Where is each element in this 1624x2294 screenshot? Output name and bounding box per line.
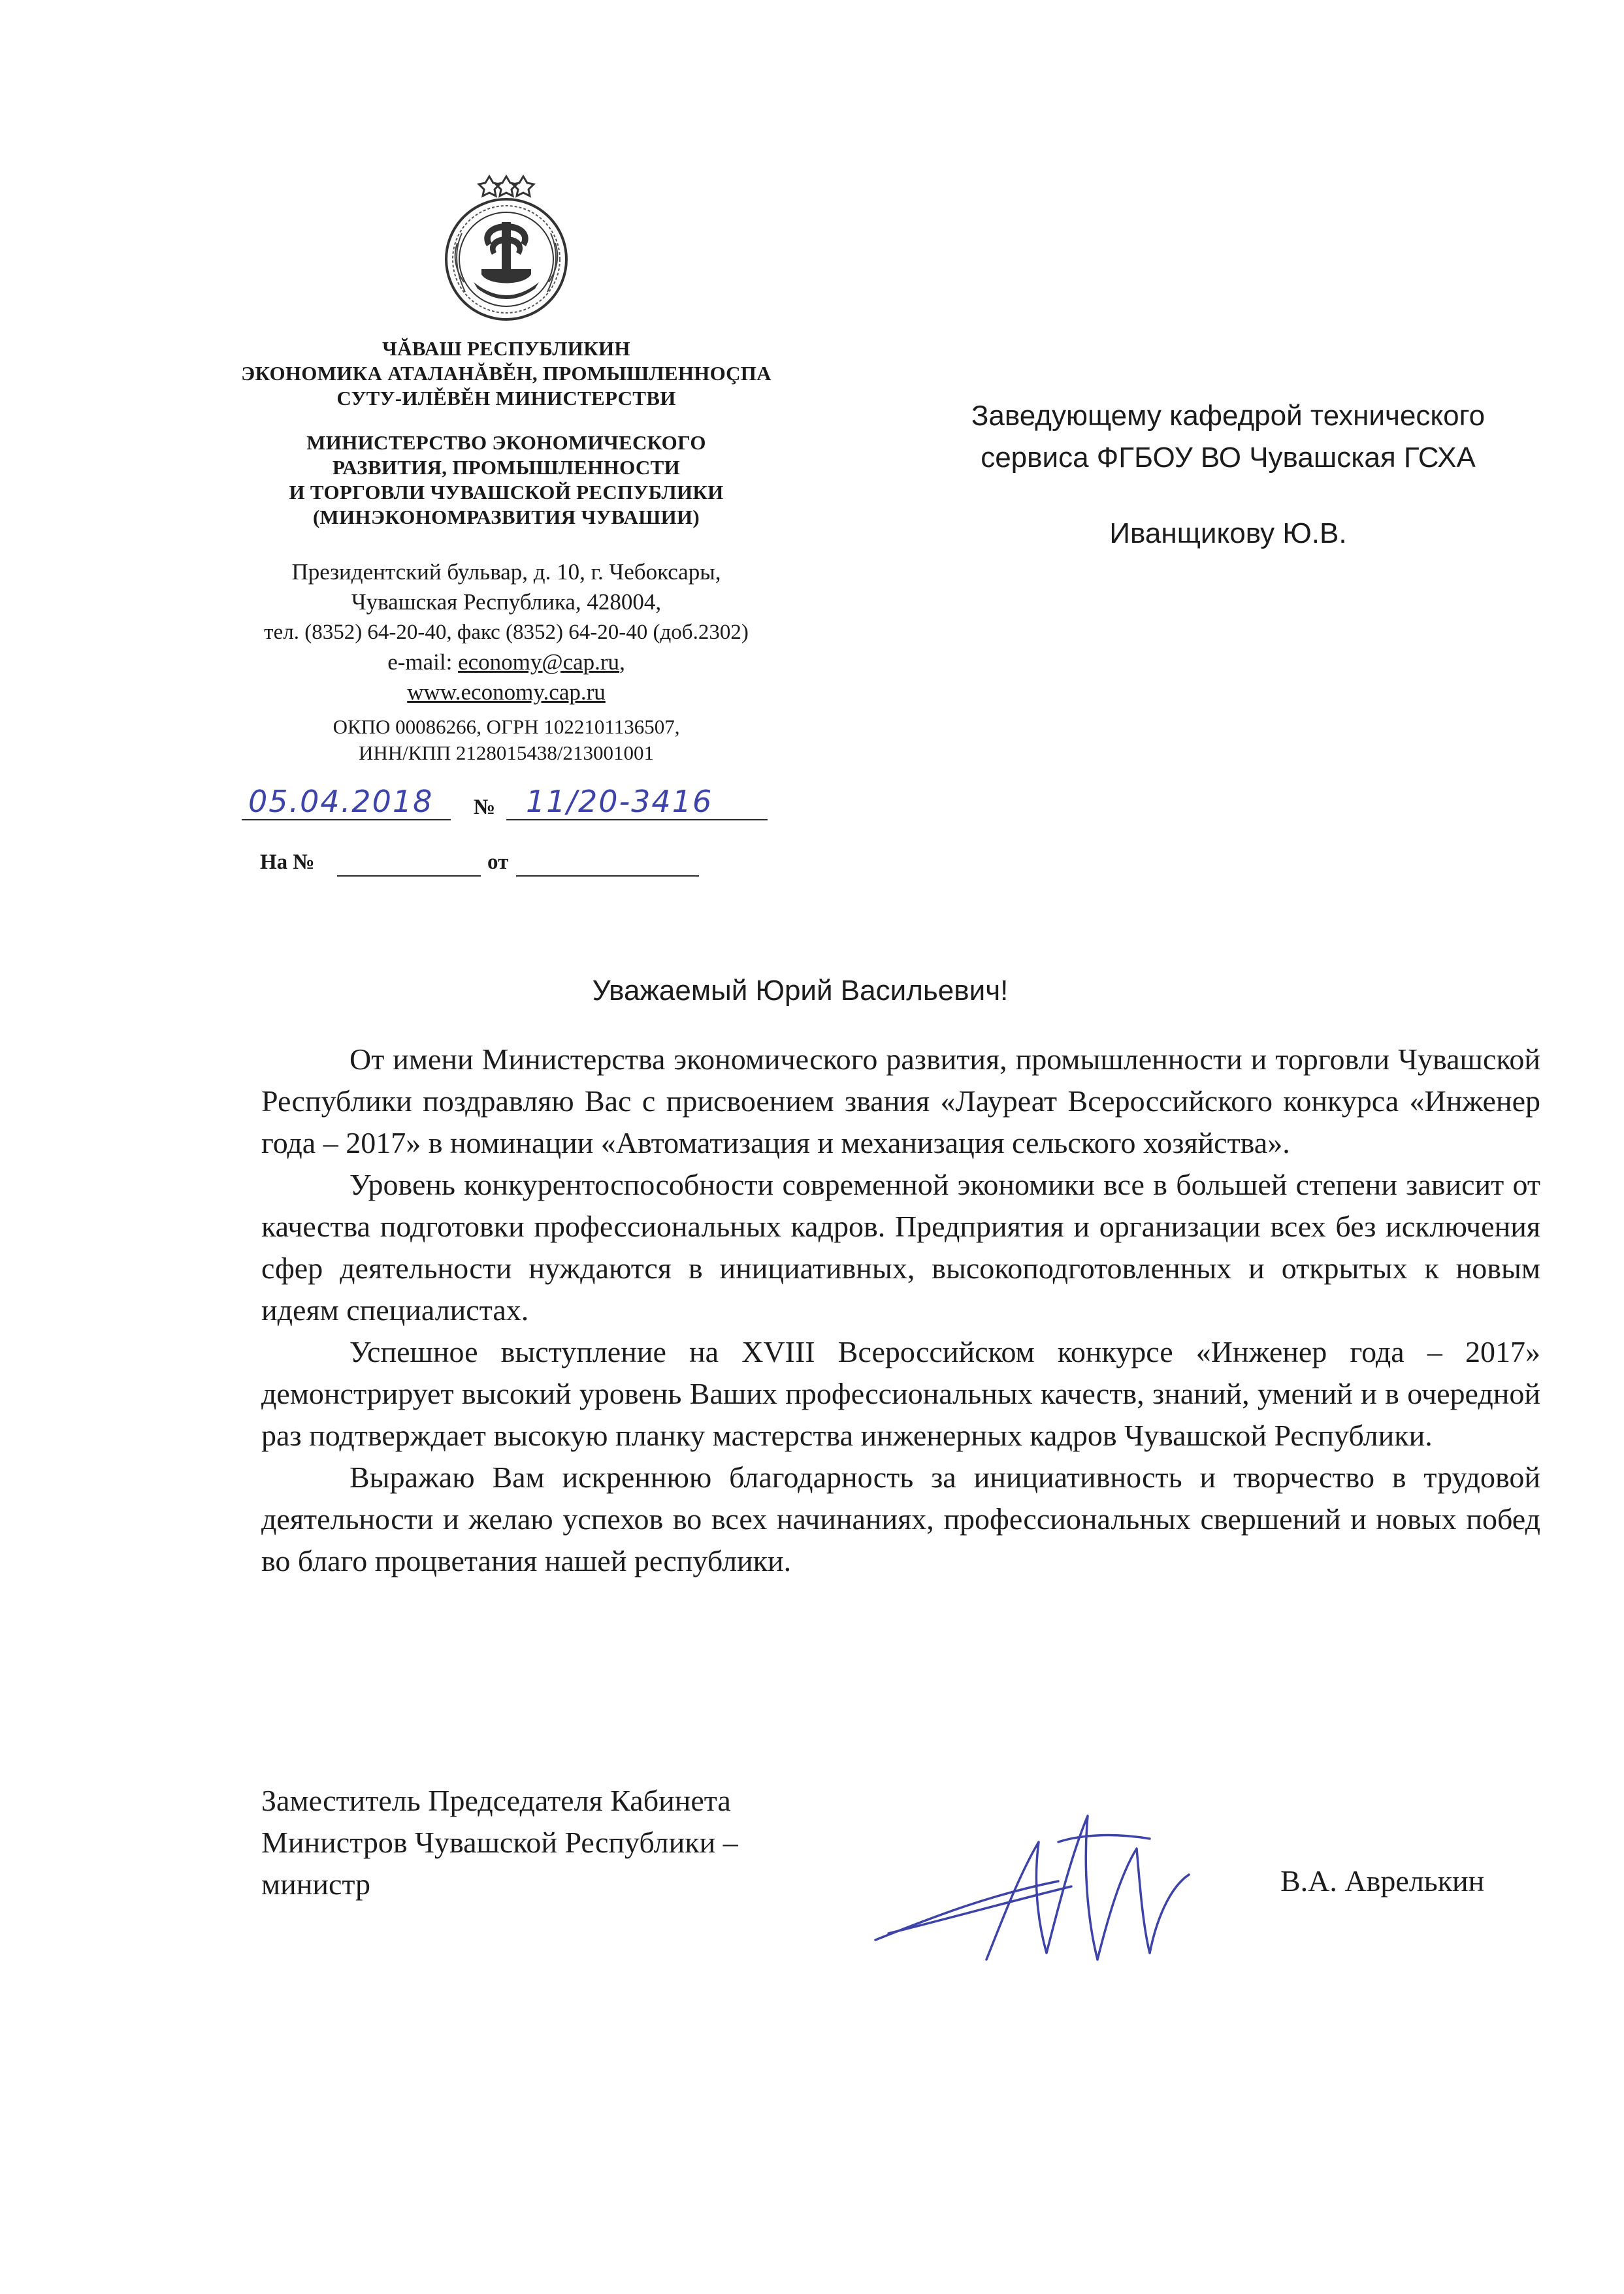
organization-contacts xyxy=(183,557,830,766)
salutation: Уважаемый Юрий Васильевич! xyxy=(592,975,1009,1007)
address-line-2: Чувашская Республика, 428004, xyxy=(351,589,662,615)
handwritten-signature xyxy=(862,1803,1202,1973)
body-paragraph-3: Успешное выступление на XVIII Всероссийском конкурсе «Инженер года – 2017» демонстрирует высокий уровень Ваших профессиональных качеств, знаний, умений и в очередной раз подтверждает высокую планку мастерства инженерных кадров Чувашской Республики. xyxy=(261,1335,1540,1452)
org-chuvash-line-2: ЭКОНОМИКА АТАЛАНĂВĚН, ПРОМЫШЛЕННОÇПА xyxy=(241,362,771,385)
outgoing-registration xyxy=(242,783,764,828)
reference-line xyxy=(260,850,783,883)
organization-header xyxy=(196,336,817,530)
org-russian-line-4: (МИНЭКОНОМРАЗВИТИЯ ЧУВАШИИ) xyxy=(312,506,700,528)
org-chuvash-line-3: СУТУ-ИЛĚВĚН МИНИСТЕРСТВИ xyxy=(336,387,676,410)
codes-line-1: ОКПО 00086266, ОГРН 1022101136507, xyxy=(333,715,680,738)
signer-name: В.А. Аврелькин xyxy=(1280,1864,1485,1898)
outgoing-date-field xyxy=(242,784,451,820)
addressee-line-2: сервиса ФГБОУ ВО Чувашская ГСХА xyxy=(981,442,1476,474)
reference-number-blank xyxy=(337,875,481,877)
address-line-1: Президентский бульвар, д. 10, г. Чебоксары, xyxy=(291,559,721,585)
letter-body xyxy=(261,1039,1540,1582)
org-russian-line-2: РАЗВИТИЯ, ПРОМЫШЛЕННОСТИ xyxy=(332,456,680,479)
phone-line: тел. (8352) 64-20-40, факс (8352) 64-20-40 (доб.2302) xyxy=(264,621,749,644)
reference-date-blank xyxy=(516,875,699,877)
outgoing-date: 05.04.2018 xyxy=(248,784,434,819)
body-paragraph-1: От имени Министерства экономического развития, промышленности и торговли Чувашской Республики поздравляю Вас с присвоением звания «Лауреат Всероссийского конкурса «Инженер года – 2017» в номинации «Автоматизация и механизация сельского хозяйства». xyxy=(261,1042,1540,1159)
addressee-block xyxy=(901,395,1555,555)
addressee-name: Иванщикову Ю.В. xyxy=(1109,517,1347,549)
reference-number-label: На № xyxy=(260,850,315,874)
org-russian-line-3: И ТОРГОВЛИ ЧУВАШСКОЙ РЕСПУБЛИКИ xyxy=(289,481,724,504)
body-paragraph-2: Уровень конкурентоспособности современной экономики все в большей степени зависит от качества подготовки профессиональных кадров. Предприятия и организации всех без исключения сфер деятельности нуждаются в инициативных, высокоподготовленных и открытых к новым идеям специалистах. xyxy=(261,1168,1540,1327)
body-paragraph-4: Выражаю Вам искреннюю благодарность за инициативность и творчество в трудовой деятельности и желаю успехов во всех начинаниях, профессиональных свершений и новых побед во благо процветания нашей республики. xyxy=(261,1461,1540,1577)
email-line xyxy=(183,647,830,677)
org-chuvash-line-1: ЧĂВАШ РЕСПУБЛИКИН xyxy=(382,337,630,360)
website-line xyxy=(183,677,830,707)
email-label: e-mail: xyxy=(387,649,459,675)
addressee-line-1: Заведующему кафедрой технического xyxy=(971,400,1486,432)
chuvash-emblem-icon xyxy=(428,171,585,328)
signer-title-line-2: Министров Чувашской Республики – xyxy=(261,1826,738,1859)
reference-from-label: от xyxy=(487,850,509,874)
outgoing-number-field xyxy=(506,784,768,820)
signer-title-line-3: министр xyxy=(261,1867,371,1901)
email-link[interactable]: economy@cap.ru xyxy=(458,649,620,675)
codes-line-2: ИНН/КПП 2128015438/213001001 xyxy=(358,741,655,764)
website-link[interactable]: www.economy.cap.ru xyxy=(407,679,606,705)
email-suffix: , xyxy=(619,649,625,675)
signer-title-line-1: Заместитель Председателя Кабинета xyxy=(261,1784,731,1817)
org-russian-line-1: МИНИСТЕРСТВО ЭКОНОМИЧЕСКОГО xyxy=(306,431,706,454)
registration-codes xyxy=(183,714,830,766)
number-label: № xyxy=(474,796,496,819)
signer-title xyxy=(261,1780,915,1905)
outgoing-number: 11/20-3416 xyxy=(526,784,713,819)
